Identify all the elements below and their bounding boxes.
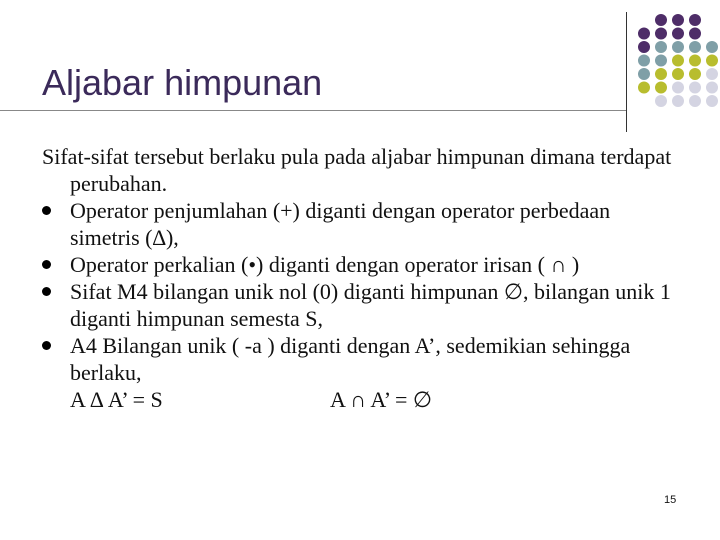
decorative-dot-grid [0, 0, 720, 140]
slide-title: Aljabar himpunan [42, 62, 323, 103]
bullet-icon [42, 260, 51, 269]
decorative-dot [706, 68, 718, 80]
formula-right: A ∩ A’ = ∅ [330, 387, 433, 412]
formula-line [42, 386, 682, 413]
bullet-item-2: Operator perkalian (•) diganti dengan operator irisan ( ∩ ) [42, 251, 682, 278]
formula-left: A ∆ A’ = S [70, 387, 163, 412]
decorative-dot [672, 14, 684, 26]
intro-paragraph: Sifat-sifat tersebut berlaku pula pada aljabar himpunan dimana terdapat perubahan. [42, 144, 672, 196]
decorative-dot [638, 41, 650, 53]
decorative-dot [672, 82, 684, 94]
decorative-dot [638, 68, 650, 80]
decorative-dot [672, 68, 684, 80]
decorative-dot [706, 82, 718, 94]
decorative-dot [638, 82, 650, 94]
slide-body [42, 143, 682, 413]
decorative-dot [706, 55, 718, 67]
decorative-dot [689, 28, 701, 40]
bullet-icon [42, 206, 51, 215]
decorative-dot [655, 82, 667, 94]
page-number: 15 [664, 494, 677, 506]
decorative-dot [672, 28, 684, 40]
decorative-dot [689, 68, 701, 80]
decorative-dot [638, 28, 650, 40]
bullet-item-3: Sifat M4 bilangan unik nol (0) diganti himpunan ∅, bilangan unik 1 diganti himpunan semesta S, [42, 278, 682, 332]
decorative-dot [672, 95, 684, 107]
bullet-item-1: Operator penjumlahan (+) diganti dengan operator perbedaan simetris (∆), [42, 197, 682, 251]
decorative-dot [655, 41, 667, 53]
decorative-dot [689, 41, 701, 53]
decorative-dot [689, 14, 701, 26]
decorative-dot [706, 41, 718, 53]
bullet-icon [42, 287, 51, 296]
decorative-dot [638, 55, 650, 67]
decorative-dot [689, 95, 701, 107]
decorative-dot [655, 55, 667, 67]
decorative-dot [655, 14, 667, 26]
decorative-dot [672, 41, 684, 53]
bullet-icon [42, 341, 51, 350]
bullet-item-4: A4 Bilangan unik ( -a ) diganti dengan A’, sedemikian sehingga berlaku, [42, 332, 682, 386]
decorative-dot [706, 95, 718, 107]
decorative-dot [655, 95, 667, 107]
decorative-dot [689, 55, 701, 67]
decorative-dot [672, 55, 684, 67]
decorative-dot [655, 28, 667, 40]
decorative-dot [655, 68, 667, 80]
decorative-dot [689, 82, 701, 94]
